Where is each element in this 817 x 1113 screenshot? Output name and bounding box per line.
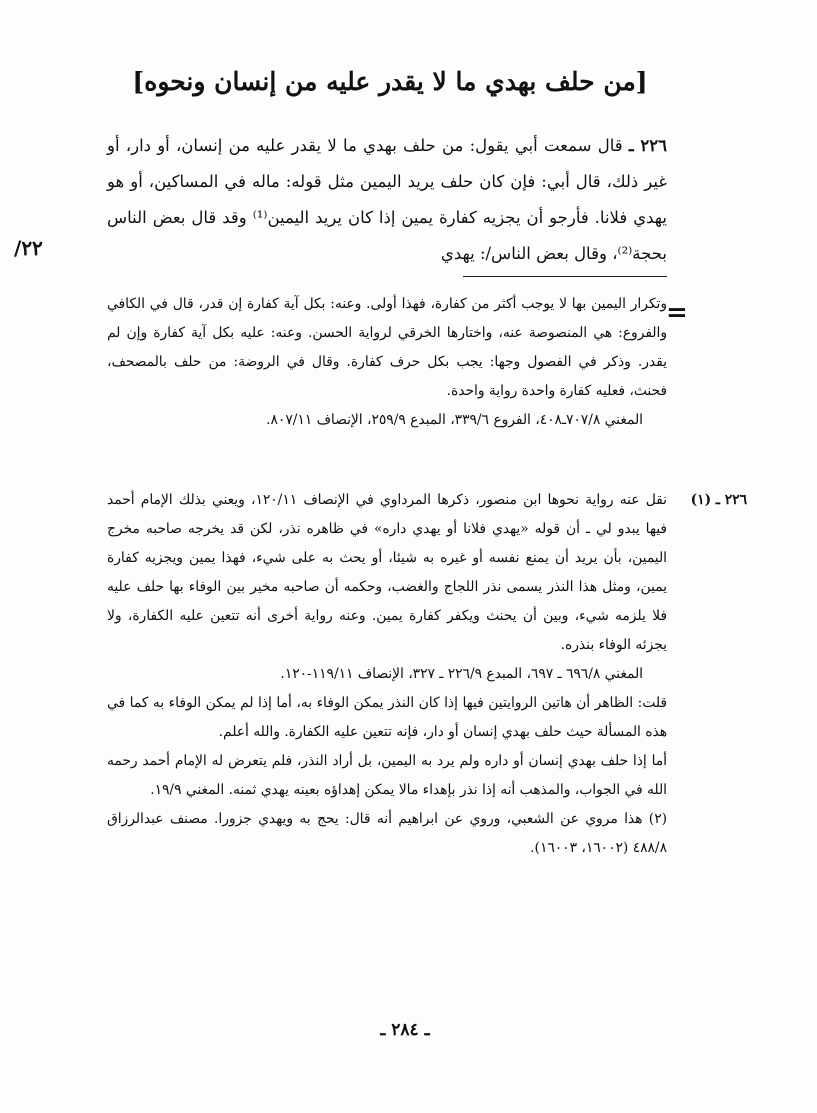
footnote-paragraph-1 (107, 486, 747, 660)
footnote-p3: أما إذا حلف بهدي إنسان أو داره ولم يرد به اليمين، بل أراد النذر، فلم يتعرض له الإمام أحمد رحمه الله في الجواب، والمذهب أنه إذا نذر بإهداء مالا يمكن إهداؤه بعينه يهدي ثمنه. المغني ١٩/٩. (107, 753, 667, 798)
page-marker: /٢٢ (14, 236, 43, 260)
entry-number: ٢٢٦ ـ (628, 136, 667, 155)
section-title: [من حلف بهدي ما لا يقدر عليه من إنسان ونحوه] (132, 67, 648, 96)
continuation-marker: = (666, 298, 688, 328)
footnote-p1: نقل عنه رواية نحوها ابن منصور، ذكرها المرداوي في الإنصاف ١٢٠/١١، ويعني بذلك الإمام أحمد فيها يبدو لي ـ أن قوله «يهدي فلانا أو يهدي داره» في ظاهره نذر، لكن قد يخرجه صاحبه مخرج اليمين، بأن يريد أن يمنع نفسه أو غيره به شيئا، أو يحث به على شيء، فهذا يمين ويجزيه كفارة يمين، ومثل هذا النذر يسمى نذر اللجاج والغضب، وحكمه أن صاحبه مخير بين الوفاء بها حلف عليه فلا يلزمه شيء، وبين أن يحنث ويكفر كفارة يمين. وعنه رواية أخرى أنه تتعين عليه الكفارة، ولا يجزئه الوفاء بنذره. (107, 492, 667, 653)
footnote-refs: المغني ٧٠٧/٨ـ٤٠٨، الفروع ٣٣٩/٦، المبدع ٢٥٩/٩، الإنصاف ٨٠٧/١١. (266, 412, 643, 428)
main-text (107, 128, 667, 272)
footnote-text: وتكرار اليمين بها لا يوجب أكثر من كفارة، فهذا أولى. وعنه: بكل آية كفارة إن قدر، قال في الكافي والفروع: هي المنصوصة عنه، واختارها الخرقي لرواية الحسن. وعنه: عليه بكل آية كفارة وإن لم يقدر. وذكر في الفصول وجها: يجب بكل حرف كفارة. وقال في الروضة: من حلف بالمصحف، فحنث، فعليه كفارة واحدة رواية واحدة. (107, 296, 667, 399)
footnote-divider (463, 276, 667, 277)
footnote-226 (107, 486, 747, 863)
entry-body: قال سمعت أبي يقول: من حلف بهدي ما لا يقدر عليه من إنسان، أو دار، أو غير ذلك، قال أبي: فإن كان حلف يريد اليمين مثل قوله: ماله في المساكين، أو هو يهدي فلانا. فأرجو أن يجزيه كفارة يمين إذا كان يريد اليمين⁽¹⁾ وقد قال بعض الناس بحجة⁽²⁾، وقال بعض الناس/: يهدي (107, 136, 667, 263)
footnote-label: ٢٢٦ ـ (١) (690, 492, 747, 508)
footnote-p2: قلت: الظاهر أن هاتين الروايتين فيها إذا كان النذر يمكن الوفاء به، أما إذا لم يمكن الوفاء به كما في هذه المسألة حيث حلف بهدي إنسان أو دار، فإنه تتعين عليه الكفارة. والله أعلم. (107, 695, 667, 740)
footnote-refs-2: المغني ٦٩٦/٨ ـ ٦٩٧، المبدع ٢٢٦/٩ ـ ٣٢٧، الإنصاف ١١٩/١١-١٢٠. (280, 666, 643, 682)
page-number: ـ ٢٨٤ ـ (380, 1020, 430, 1040)
footnote-continued (107, 290, 667, 435)
footnote-p4: (٢) هذا مروي عن الشعبي، وروي عن ابراهيم أنه قال: يحج به ويهدي جزورا. مصنف عبدالرزاق ٤٨٨/٨ (١٦٠٠٢، ١٦٠٠٣). (107, 811, 667, 856)
